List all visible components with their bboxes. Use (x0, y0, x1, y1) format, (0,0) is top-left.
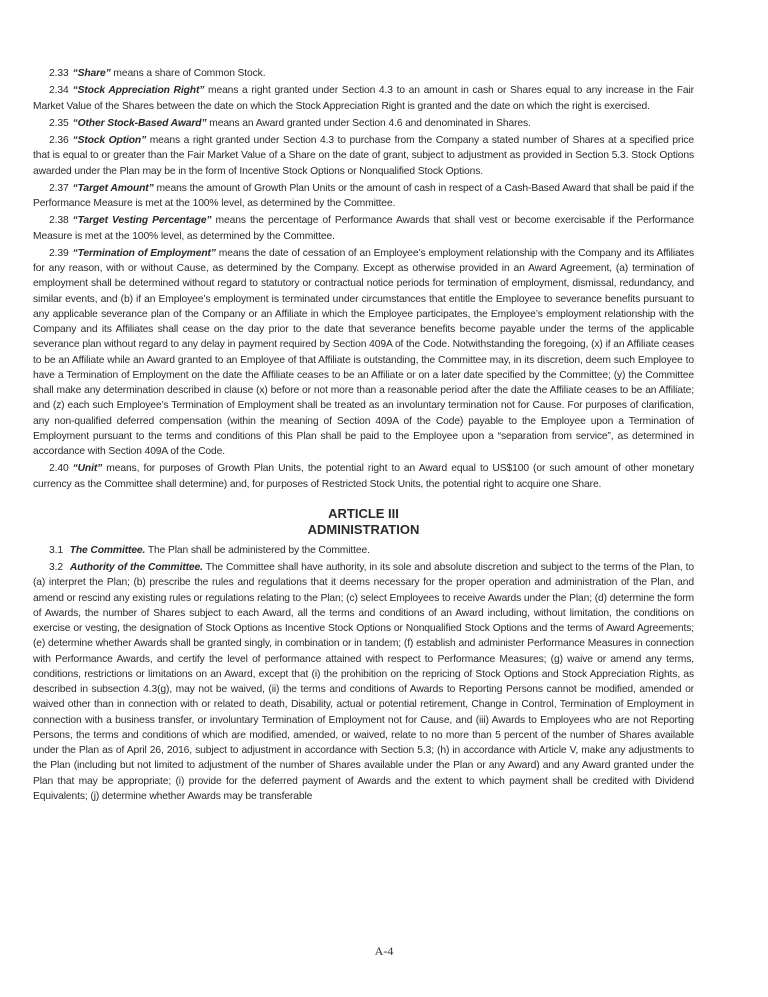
section-number: 3.1 (49, 544, 63, 556)
definition-paragraph (33, 133, 694, 179)
defined-term: “Stock Appreciation Right” (72, 85, 205, 97)
definition-text: means a right granted under Section 4.3 to an amount in cash or Shares equal to any increase in the Fair Market Value of the Shares between the date on which the Stock Appreciation Right is granted and the date on which the right is exercised. (33, 85, 694, 112)
definitions-list (33, 66, 694, 492)
definition-paragraph (33, 181, 694, 212)
section-heading: The Committee. (69, 544, 146, 556)
definition-paragraph (33, 66, 694, 81)
section-number: 2.37 (49, 182, 69, 194)
defined-term: “Termination of Employment” (72, 247, 216, 259)
article-heading (33, 506, 694, 538)
section-number: 3.2 (49, 562, 63, 573)
definition-text: means an Award granted under Section 4.6 and denominated in Shares. (206, 117, 531, 129)
definition-text: means the percentage of Performance Awards that shall vest or become exercisable if the Performance Measure is met at the 100% level, as determined by the Committee. (33, 215, 694, 242)
section-paragraph (33, 543, 694, 558)
definition-text: means a share of Common Stock. (110, 68, 266, 79)
definition-paragraph (33, 213, 694, 244)
definition-text: means the amount of Growth Plan Units or the amount of cash in respect of a Cash-Based Award that shall be paid if the Performance Measure is met at the 100% level, as determined by the Committee. (33, 182, 694, 209)
section-number: 2.38 (49, 215, 69, 227)
definition-text: means, for purposes of Growth Plan Units, the potential right to an Award equal to US$100 (or such amount of other monetary currency as the Committee shall determine) and, for purposes of Restricted Stock Units, the potential right to acquire one Share. (33, 463, 694, 490)
defined-term: “Target Vesting Percentage” (72, 215, 212, 227)
section-number: 2.36 (49, 135, 69, 146)
section-number: 2.35 (49, 117, 69, 129)
defined-term: “Other Stock-Based Award” (72, 117, 207, 129)
section-text: The Plan shall be administered by the Committee. (145, 544, 370, 556)
definition-paragraph (33, 461, 694, 492)
defined-term: “Stock Option” (72, 135, 147, 146)
section-paragraph (33, 560, 694, 804)
document-page (33, 66, 694, 806)
section-heading: Authority of the Committee. (69, 562, 203, 573)
sections-list (33, 543, 694, 804)
definition-paragraph (33, 83, 694, 114)
definition-paragraph (33, 116, 694, 131)
article-title: ADMINISTRATION (307, 521, 420, 537)
section-number: 2.33 (49, 68, 69, 79)
section-number: 2.34 (49, 85, 69, 97)
defined-term: “Share” (72, 68, 111, 79)
page-number: A-4 (374, 944, 394, 958)
section-number: 2.39 (49, 247, 69, 259)
section-number: 2.40 (49, 463, 69, 475)
defined-term: “Target Amount” (72, 182, 154, 194)
section-text: The Committee shall have authority, in its sole and absolute discretion and subject to the terms of the Plan, to (a) interpret the Plan; (b) prescribe the rules and regulations that it deems necessary for the proper operation and administration of the Plan, and amend or rescind any existing rules or regulations relating to the Plan; (c) select Employees to receive Awards under the Plan; (d) determine the form of Awards, the number of Shares subject to each Award, all the terms and conditions of an Award including, without limitation, the conditions on exercise or vesting, the designation of Stock Options as Incentive Stock Options or Nonqualified Stock Options and the terms of Award Agreements; (e) determine whether Awards shall be granted singly, in combination or in tandem; (f) establish and administer Performance Measures in connection with Performance Awards, and certify the level of performance attained with respect to Performance Measures; (g) waive or amend any terms, conditions, restrictions or limitations on an Award, except that (i) the prohibition on the repricing of Stock Options and Stock Appreciation Rights, as described in subsection 4.3(g), may not be waived, (ii) the terms and conditions of Awards to Reporting Persons cannot be modified, amended or waived other than in connection with or related to death, Disability, actual or potential retirement, Change in Control, Termination of Employment in connection with a business transfer, or involuntary Termination of Employment not for Cause, and (iii) Awards to Employees who are not Reporting Persons, the terms and conditions of which are modified, amended, or waived, relate to no more than 5 percent of the number of Shares available under the Plan as of April 26, 2016, subject to adjustment in accordance with Section 5.3; (h) in accordance with Article V, make any adjustments to the Plan (including but not limited to adjustment of the number of Shares available under the Plan or any Award) and any Award granted under the Plan that may be appropriate; (i) provide for the deferred payment of Awards and the extent to which payment shall be credited with Dividend Equivalents; (j) determine whether Awards may be transferable (33, 562, 694, 802)
definition-text: means a right granted under Section 4.3 to purchase from the Company a stated number of Shares at a specified price that is equal to or greater than the Fair Market Value of a Share on the date of grant, subject to adjustment as provided in Section 5.3. Stock Options awarded under the Plan may be in the form of Incentive Stock Options or Nonqualified Stock Options. (33, 135, 694, 177)
definition-paragraph (33, 246, 694, 460)
article-number: ARTICLE III (328, 505, 399, 521)
defined-term: “Unit” (72, 463, 103, 475)
definition-text: means the date of cessation of an Employee’s employment relationship with the Company and its Affiliates for any reason, with or without Cause, as determined by the Company. Except as otherwise provided in an Award Agreement, (a) termination of employment shall be determined without regard to statutory or contractual notice periods for termination of employment, dismissal, redundancy, and similar events, and (b) if an Employee’s employment is terminated under circumstances that entitle the Employee to severance benefits pursuant to any applicable severance plan of the Company or an Affiliate in which the Employee participates, the Employee’s employment relationship with the Company and its Affiliates shall cease on the day prior to the date that severance benefits become payable under the terms of the applicable severance plan without regard to any delay in payment required by Section 409A of the Code. Notwithstanding the foregoing, (x) if an Affiliate ceases to be an Affiliate while an Award granted to an Employee of that Affiliate is outstanding, the Committee may, in its discretion, deem such Employee to have a Termination of Employment on the date the Affiliate ceases to be an Affiliate or on a later date specified by the Committee; (y) the Committee shall make any determination described in clause (x) before or not more than a reasonable period after the date the Affiliate ceases to be an Affiliate; and (z) each such Employee’s Termination of Employment shall be treated as an involuntary termination not for Cause. For purposes of clarification, any non-qualified deferred compensation (within the meaning of Section 409A of the Code) payable to the Employee upon a Termination of Employment pursuant to the terms and conditions of this Plan shall be paid to the Employee upon a “separation from service”, as determined in accordance with Section 409A of the Code. (33, 247, 694, 457)
